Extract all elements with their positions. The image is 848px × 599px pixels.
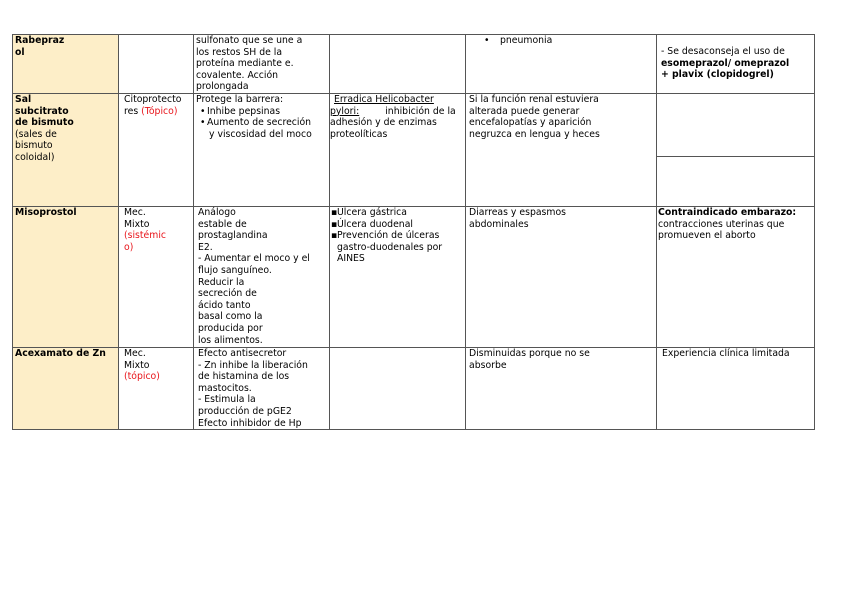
action-line: producción de pGE2: [198, 405, 292, 417]
adverse-line: Disminuidas porque no se: [469, 347, 590, 359]
drug-subtitle-line: bismuto: [15, 140, 53, 152]
notes-line: contracciones uterinas que: [658, 218, 785, 230]
notes-line: Contraindicado embarazo:: [658, 206, 797, 218]
adverse-list: [468, 35, 654, 47]
notes-line: esomeprazol/ omeprazol: [661, 57, 790, 69]
action-cell: [194, 93, 330, 206]
drug-name-line: Sal: [15, 93, 32, 105]
action-line: prostaglandina: [198, 230, 268, 242]
action-line: Efecto inhibidor de Hp: [198, 417, 302, 429]
adverse-line: Diarreas y espasmos: [469, 206, 566, 218]
table-row: [13, 93, 815, 206]
notes-split: [657, 94, 814, 157]
list-item: ▪ Prevención de úlceras: [331, 230, 463, 242]
action-line: flujo sanguíneo.: [198, 264, 272, 276]
mechanism-cell: [119, 206, 194, 347]
action-line: - Aumentar el moco y el: [198, 253, 310, 265]
drug-cell: [13, 93, 119, 206]
notes-line: Experiencia clínica limitada: [662, 347, 790, 359]
drug-name-line: subcitrato: [15, 105, 69, 117]
drug-name-line: Rabepraz: [15, 35, 65, 46]
drug-cell: [13, 35, 119, 94]
indication-line: adhesión y de enzimas: [330, 117, 437, 129]
adverse-cell: [466, 93, 657, 206]
mechanism-line: Citoprotecto: [124, 93, 182, 105]
notes-line: promueven el aborto: [658, 230, 756, 242]
action-cell: [194, 206, 330, 347]
notes-line: + plavix (clopidogrel): [661, 69, 774, 81]
mechanism-cell: [119, 35, 194, 94]
indication-underlined: Erradica Helicobacter: [334, 93, 434, 105]
list-item: ▪ Úlcera duodenal: [331, 219, 463, 231]
mechanism-line: Mixto: [124, 359, 150, 371]
adverse-cell: [466, 35, 657, 94]
action-line: E2.: [198, 241, 213, 253]
route-label: (tópico): [124, 371, 160, 383]
drug-name-line: Misoprostol: [15, 206, 77, 218]
route-label: o): [124, 241, 134, 253]
adverse-line: encefalopatías y aparición: [469, 117, 592, 129]
list-item: • Inhibe pepsinas: [198, 106, 327, 118]
action-line: - Zn inhibe la liberación: [198, 359, 308, 371]
mechanism-line: Mec.: [124, 347, 146, 359]
list-item: • Aumento de secreción: [198, 117, 327, 129]
action-line: sulfonato que se une a: [196, 35, 303, 46]
adverse-line: alterada puede generar: [469, 105, 580, 117]
action-line: los alimentos.: [198, 334, 263, 346]
drug-subtitle-line: coloidal): [15, 151, 55, 163]
action-line: covalente. Acción: [196, 69, 279, 81]
indication-underlined: pylori:: [330, 105, 360, 117]
mechanism-line: Mec.: [124, 206, 146, 218]
adverse-line: absorbe: [469, 359, 507, 371]
indication-line: AINES: [337, 253, 365, 265]
list-item: ▪ Úlcera gástrica: [331, 207, 463, 219]
mechanism-line: res: [124, 105, 142, 117]
action-line: Reducir la: [198, 276, 245, 288]
drug-name-line: ol: [15, 46, 25, 58]
indications-cell: [330, 206, 466, 347]
mechanism-cell: [119, 347, 194, 429]
table-row: [13, 206, 815, 347]
adverse-line: Si la función renal estuviera: [469, 93, 599, 105]
action-cell: [194, 35, 330, 94]
action-line: de histamina de los: [198, 371, 290, 383]
indications-cell: [330, 35, 466, 94]
notes-cell: [657, 35, 815, 94]
indications-cell: [330, 347, 466, 429]
adverse-line: abdominales: [469, 218, 529, 230]
action-line: ácido tanto: [198, 299, 251, 311]
route-label: (sistémic: [124, 230, 167, 242]
notes-cell: [657, 206, 815, 347]
mechanism-line: Mixto: [124, 218, 150, 230]
action-line: basal como la: [198, 311, 263, 323]
indication-line: inhibición de la: [385, 105, 456, 117]
indications-list: [331, 207, 463, 242]
indications-cell: [330, 93, 466, 206]
list-item: • pneumonia: [482, 35, 654, 47]
action-line: producida por: [198, 322, 263, 334]
drug-table: [12, 34, 815, 430]
action-line: mastocitos.: [198, 382, 252, 394]
action-line: Protege la barrera:: [196, 93, 284, 105]
drug-name-line: Acexamato de Zn: [15, 347, 106, 359]
adverse-line: negruzca en lengua y heces: [469, 128, 600, 140]
action-line: - Estimula la: [198, 394, 256, 406]
action-line: estable de: [198, 218, 247, 230]
action-line: Efecto antisecretor: [198, 347, 287, 359]
action-line: Análogo: [198, 206, 236, 218]
action-line: prolongada: [196, 81, 249, 93]
notes-split-top: [657, 94, 814, 157]
drug-name-line: de bismuto: [15, 117, 74, 129]
notes-cell: [657, 93, 815, 206]
table-row: [13, 35, 815, 94]
indication-line: proteolíticas: [330, 128, 388, 140]
action-line: y viscosidad del moco: [209, 128, 312, 140]
adverse-cell: [466, 347, 657, 429]
mechanism-cell: [119, 93, 194, 206]
action-list: [196, 106, 327, 129]
action-cell: [194, 347, 330, 429]
action-line: secreción de: [198, 288, 257, 300]
table-row: [13, 347, 815, 429]
action-line: proteína mediante e.: [196, 58, 294, 70]
action-line: los restos SH de la: [196, 46, 283, 58]
indication-line: gastro-duodenales por: [337, 241, 443, 253]
drug-subtitle-line: (sales de: [15, 128, 57, 140]
adverse-cell: [466, 206, 657, 347]
route-label: (Tópico): [141, 105, 178, 117]
drug-cell: [13, 206, 119, 347]
drug-cell: [13, 347, 119, 429]
notes-line: - Se desaconseja el uso de: [661, 46, 785, 57]
notes-cell: [657, 347, 815, 429]
